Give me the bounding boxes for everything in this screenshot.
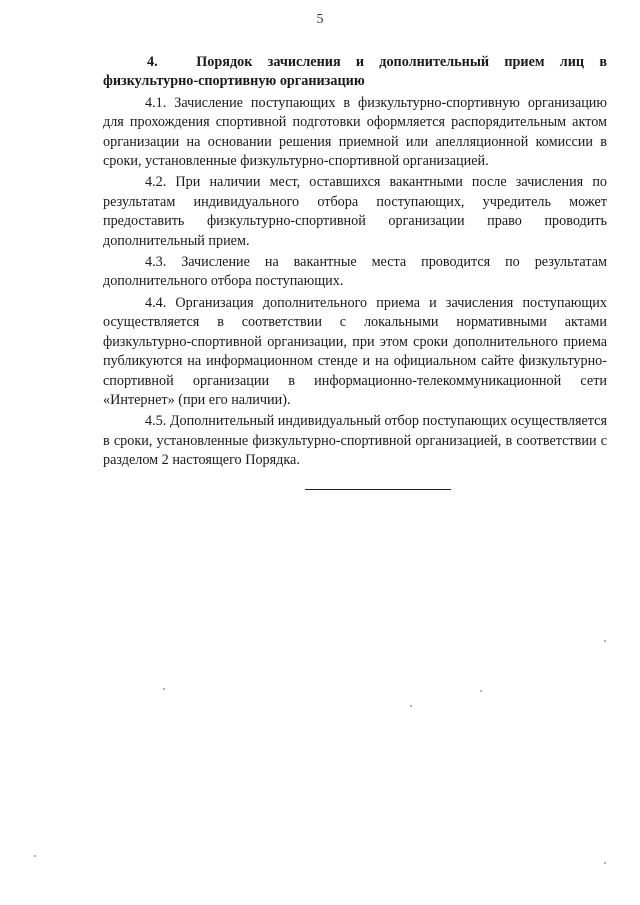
page-number: 5 (316, 12, 324, 27)
scan-speck (163, 688, 165, 690)
paragraph-number: 4.4. (145, 294, 167, 311)
paragraph-number: 4.3. (145, 254, 167, 271)
paragraph-number: 4.2. (145, 174, 167, 191)
paragraph-4-3 (103, 253, 607, 292)
scan-speck (34, 855, 36, 857)
scan-speck (410, 705, 412, 707)
paragraph-number: 4.5. (145, 413, 167, 430)
scan-speck (480, 690, 482, 692)
paragraph-text: Дополнительный индивидуальный отбор поступающих осуществляется в сроки, установленные физкультурно-спортивной организацией, в соответствии с разделом 2 настоящего Порядка. (103, 413, 608, 469)
paragraph-number: 4.1. (145, 94, 167, 111)
paragraph-text: При наличии мест, оставшихся вакантными после зачисления по результатам индивидуального отбора поступающих, учредитель может предоставить физкультурно-спортивной организации право проводить дополнительный прием. (103, 174, 607, 249)
section-number: 4. (147, 54, 158, 70)
paragraph-4-2 (103, 173, 607, 251)
end-divider (305, 489, 451, 490)
scan-speck (604, 640, 606, 642)
document-body (103, 53, 607, 473)
paragraph-4-1 (103, 94, 607, 172)
section-heading (103, 53, 607, 92)
section-title: Порядок зачисления и дополнительный прием лиц в физкультурно-спортивную организацию (103, 54, 608, 90)
paragraph-text: Зачисление поступающих в физкультурно-спортивную организацию для прохождения спортивной подготовки оформляется распорядительным актом организации на основании решения приемной или апелляционной комиссии в сроки, установленные физкультурно-спортивной организацией. (103, 94, 607, 170)
paragraph-text: Организация дополнительного приема и зачисления поступающих осуществляется в соответствии с локальными нормативными актами физкультурно-спортивной организации, при этом сроки дополнительного приема публикуются на информационном стенде и на официальном сайте физкультурно-спортивной организации в информационно-телекоммуникационной сети «Интернет» (при его наличии). (103, 294, 607, 408)
paragraph-text: Зачисление на вакантные места проводится по результатам дополнительного отбора поступающих. (103, 254, 607, 290)
paragraph-4-5 (103, 412, 607, 470)
scan-speck (604, 862, 606, 864)
paragraph-4-4 (103, 294, 607, 410)
